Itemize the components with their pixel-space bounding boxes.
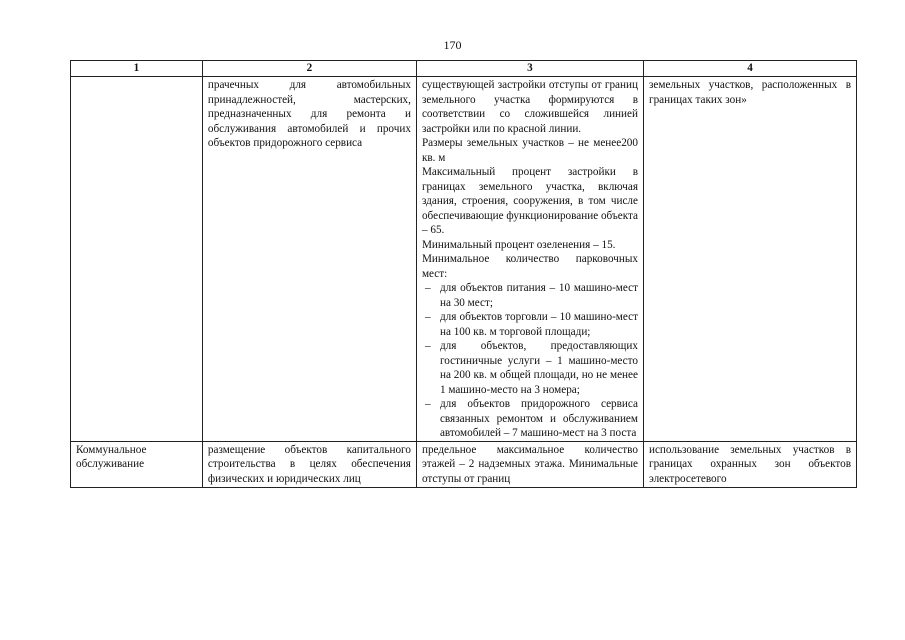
parking-list <box>422 281 638 441</box>
row1-use-description: прачечных для автомобильных принадлежностей, мастерских, предназначенных для ремонта и обслуживания автомобилей и прочих объектов придорожного сервиса <box>202 77 416 442</box>
row2-use-description <box>202 441 416 487</box>
parameter-text: Минимальное количество парковочных мест: <box>421 253 638 280</box>
header-col-2: 2 <box>202 61 416 77</box>
row1-restrictions: земельных участков, расположенных в границах таких зон» <box>643 77 856 442</box>
table-header-row <box>71 61 857 77</box>
list-item: – для объектов придорожного сервиса связанных ремонтом и обслуживанием автомобилей – 7 машино-мест на 3 поста <box>422 397 638 441</box>
header-col-4: 4 <box>643 61 856 77</box>
row2-restrictions <box>643 441 856 487</box>
list-item: – для объектов питания – 10 машино-мест на 30 мест; <box>422 281 638 310</box>
row2-restrictions-text: использование земельных участков в границах охранных зон объектов электросетевого <box>648 443 851 485</box>
list-item: – для объектов, предоставляющих гостиничные услуги – 1 машино-место на 200 кв. м общей площади, но не менее 1 машино-место на 3 номера; <box>422 339 638 397</box>
row2-parameters <box>416 441 643 487</box>
parameter-text: Размеры земельных участков – не менее200 кв. м <box>421 137 638 164</box>
row2-use-type-text: Коммунальное обслуживание <box>76 443 147 470</box>
parameter-text: Минимальный процент озеленения – 15. <box>421 238 616 251</box>
table-row <box>71 77 857 442</box>
row2-use-description-text: размещение объектов капитального строительства в целях обеспечения физических и юридических лиц <box>207 443 411 485</box>
page-number: 170 <box>443 38 462 52</box>
parameter-text: Максимальный процент застройки в границах земельного участка, включая здания, строения, сооружения, в том числе обеспечивающие функционирование объекта – 65. <box>421 166 638 236</box>
parameter-text: существующей застройки отступы от границ земельного участка формируются в соответствии со сложившейся линией застройки или по красной линии. <box>421 79 638 135</box>
list-item: – для объектов торговли – 10 машино-мест на 100 кв. м торговой площади; <box>422 310 638 339</box>
row2-parameters-text: предельное максимальное количество этажей – 2 надземных этажа. Минимальные отступы от границ <box>421 443 638 485</box>
row2-use-type <box>71 441 203 487</box>
header-col-1: 1 <box>71 61 203 77</box>
regulations-table <box>70 60 857 488</box>
header-col-3: 3 <box>416 61 643 77</box>
table-row <box>71 441 857 487</box>
row1-use-type <box>71 77 203 442</box>
row1-parameters <box>416 77 643 442</box>
